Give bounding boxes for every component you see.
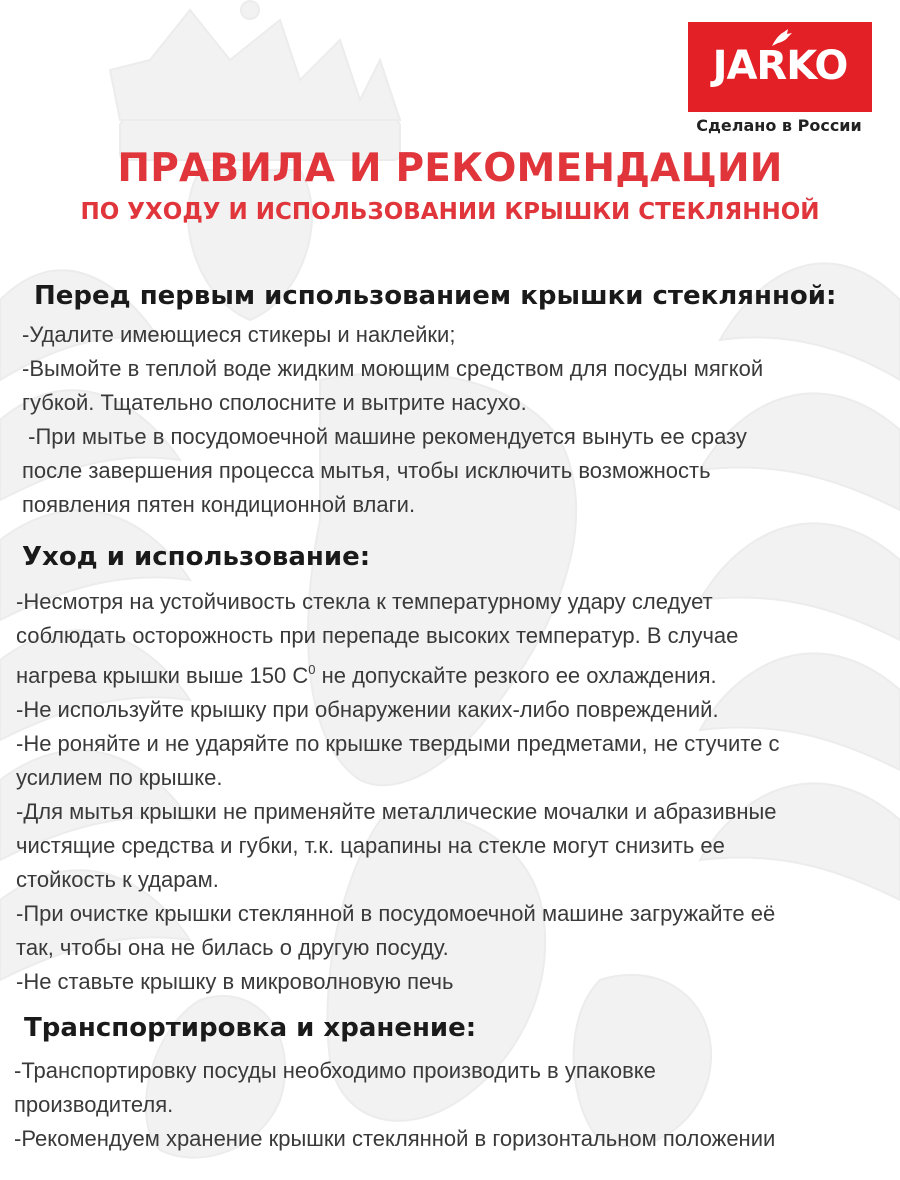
section-transport-and-storage xyxy=(14,1054,775,1156)
degree-superscript: 0 xyxy=(308,662,316,677)
section-before-first-use xyxy=(22,318,763,522)
list-item: стойкость к ударам. xyxy=(16,867,219,892)
list-item xyxy=(16,653,779,693)
list-item: после завершения процесса мытья, чтобы исключить возможность xyxy=(22,458,711,483)
page-subtitle: ПО УХОДУ И ИСПОЛЬЗОВАНИИ КРЫШКИ СТЕКЛЯННОЙ xyxy=(80,199,820,225)
list-item: так, чтобы она не билась о другую посуду. xyxy=(16,935,449,960)
list-item: появления пятен кондиционной влаги. xyxy=(22,492,416,517)
section-heading-care-and-use: Уход и использование: xyxy=(22,542,371,572)
temperature-text-suffix: не допускайте резкого ее охлаждения. xyxy=(315,663,717,688)
section-heading-before-first-use: Перед первым использованием крышки стеклянной: xyxy=(34,281,837,311)
list-item: -Для мытья крышки не применяйте металлические мочалки и абразивные xyxy=(16,799,777,824)
brand-name: JARKO xyxy=(712,43,848,89)
list-item: -Удалите имеющиеся стикеры и наклейки; xyxy=(22,322,456,347)
page-title: ПРАВИЛА И РЕКОМЕНДАЦИИ xyxy=(117,146,783,191)
list-item: усилием по крышке. xyxy=(16,765,223,790)
list-item: производителя. xyxy=(14,1092,174,1117)
section-heading-transport-and-storage: Транспортировка и хранение: xyxy=(24,1013,477,1043)
list-item: -Транспортировку посуды необходимо производить в упаковке xyxy=(14,1058,656,1083)
made-in-russia-label: Сделано в России xyxy=(696,116,862,135)
list-item: -Несмотря на устойчивость стекла к температурному удару следует xyxy=(16,589,713,614)
temperature-text: нагрева крышки выше 150 С xyxy=(16,663,309,688)
list-item: -Вымойте в теплой воде жидким моющим средством для посуды мягкой xyxy=(22,356,764,381)
list-item: -При мытье в посудомоечной машине рекомендуется вынуть ее сразу xyxy=(22,424,747,449)
list-item: -Не ставьте крышку в микроволновую печь xyxy=(16,969,454,994)
list-item: -Не используйте крышку при обнаружении каких-либо повреждений. xyxy=(16,697,719,722)
brand-logo xyxy=(688,22,872,112)
list-item: губкой. Тщательно сполосните и вытрите насухо. xyxy=(22,390,527,415)
section-care-and-use xyxy=(16,585,779,999)
list-item: чистящие средства и губки, т.к. царапины на стекле могут снизить ее xyxy=(16,833,725,858)
list-item: -При очистке крышки стеклянной в посудомоечной машине загружайте её xyxy=(16,901,776,926)
list-item: -Не роняйте и не ударяйте по крышке твердыми предметами, не стучите с xyxy=(16,731,780,756)
list-item: -Рекомендуем хранение крышки стеклянной в горизонтальном положении xyxy=(14,1126,776,1151)
list-item: соблюдать осторожность при перепаде высоких температур. В случае xyxy=(16,623,739,648)
